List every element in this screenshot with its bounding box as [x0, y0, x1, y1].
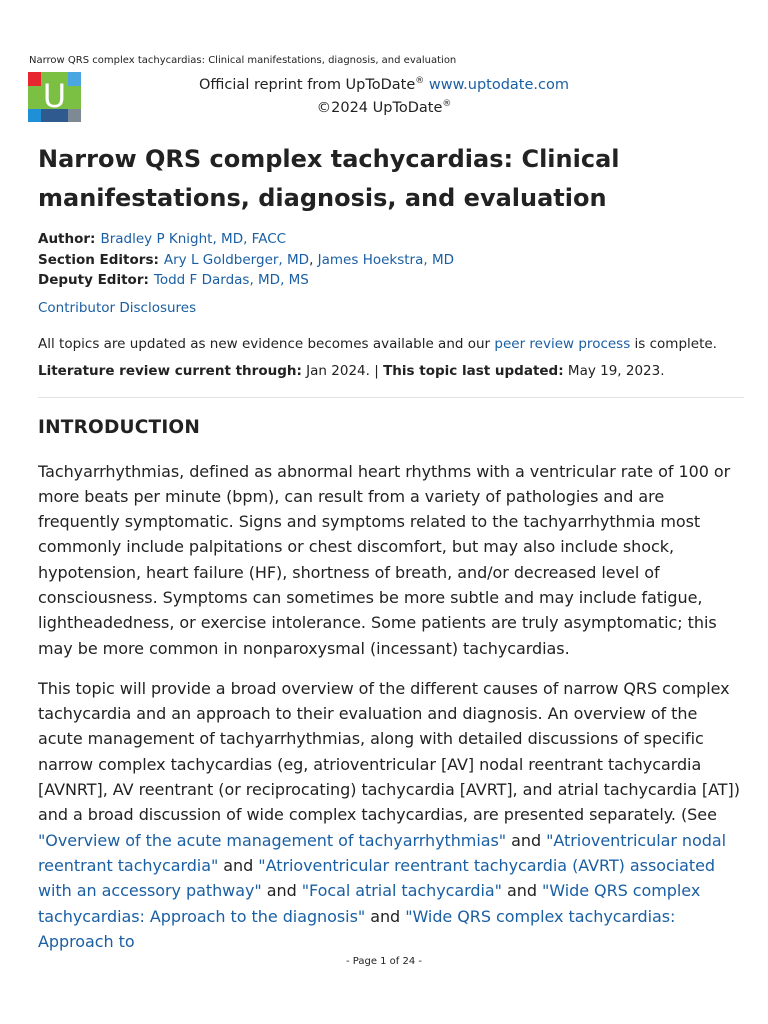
link-avnrt[interactable]: "Atrioventricular nodal reentrant tachycardia"	[38, 830, 727, 875]
reprint-notice	[0, 72, 768, 118]
section-editor-link-2[interactable]: James Hoekstra, MD	[317, 251, 455, 268]
and-text: and	[261, 881, 302, 901]
page-number: - Page 1 of 24 -	[345, 956, 423, 967]
and-text: and	[501, 881, 542, 901]
intro-paragraph-2	[38, 676, 744, 954]
and-text: and	[365, 906, 406, 926]
article-title: Narrow QRS complex tachycardias: Clinical manifestations, diagnosis, and evaluation	[38, 145, 620, 212]
deputy-editor-row	[38, 270, 744, 291]
and-text: and	[218, 855, 259, 875]
deputy-editor-label: Deputy Editor:	[38, 272, 149, 288]
link-overview-acute-management[interactable]: "Overview of the acute management of tachyarrhythmias"	[38, 830, 507, 850]
registered-mark: ®	[415, 76, 425, 86]
copyright-text: ©2024 UpToDate	[316, 99, 443, 116]
last-updated-value: May 19, 2023.	[563, 362, 665, 379]
author-link[interactable]: Bradley P Knight, MD, FACC	[100, 231, 287, 247]
introduction-heading: INTRODUCTION	[38, 416, 201, 438]
link-wide-qrs-approach[interactable]: "Wide QRS complex tachycardias: Approach to	[38, 906, 676, 951]
article-content	[38, 140, 744, 954]
logo-letter: U	[42, 77, 67, 115]
uptodate-link[interactable]: www.uptodate.com	[428, 76, 569, 93]
review-status	[38, 361, 744, 381]
and-text: and	[506, 830, 547, 850]
update-note-suffix: is complete.	[630, 335, 717, 352]
editor-separator: ,	[309, 251, 314, 268]
author-label: Author:	[38, 231, 96, 247]
update-note-prefix: All topics are updated as new evidence becomes available and our	[38, 335, 495, 352]
lit-review-value: Jan 2024. |	[301, 362, 384, 379]
update-note	[38, 334, 744, 354]
divider	[38, 397, 744, 398]
last-updated-label: This topic last updated:	[383, 362, 564, 379]
running-title: Narrow QRS complex tachycardias: Clinical manifestations, diagnosis, and evaluation	[29, 55, 457, 66]
link-focal-atrial-tachycardia[interactable]: "Focal atrial tachycardia"	[301, 881, 502, 901]
intro-paragraph-1: Tachyarrhythmias, defined as abnormal heart rhythms with a ventricular rate of 100 or more beats per minute (bpm), can result from a variety of pathologies and are frequently symptomatic. Signs and symptoms related to the tachyarrhythmia most commonly include palpitations or chest discomfort, but may also include shock, hypotension, heart failure (HF), shortness of breath, and/or decreased level of consciousness. Symptoms can sometimes be more subtle and may include fatigue, lightheadedness, or exercise intolerance. Some patients are truly asymptomatic; this may be more common in nonparoxysmal (incessant) tachycardias.	[38, 461, 731, 658]
section-editor-link-1[interactable]: Ary L Goldberger, MD	[163, 251, 310, 268]
lit-review-label: Literature review current through:	[38, 362, 302, 379]
link-avrt[interactable]: "Atrioventricular reentrant tachycardia (AVRT) associated with an accessory pathway"	[38, 855, 715, 901]
paragraph-2-text: This topic will provide a broad overview of the different causes of narrow QRS complex tachycardia and an approach to their evaluation and diagnosis. An overview of the acute management of tachyarrhythmias, along with detailed discussions of specific narrow complex tachycardias (eg, atrioventricular [AV] nodal reentrant tachycardia [AVNRT], AV reentrant (or reciprocating) tachycardia [AVRT], and atrial tachycardia [AT]) and a broad discussion of wide complex tachycardias, are presented separately. (See	[38, 678, 740, 825]
peer-review-link[interactable]: peer review process	[494, 335, 631, 352]
article-meta	[38, 229, 744, 291]
section-editors-label: Section Editors:	[38, 251, 159, 268]
deputy-editor-link[interactable]: Todd F Dardas, MD, MS	[153, 272, 309, 288]
copyright-registered-mark: ®	[442, 98, 452, 109]
reprint-prefix: Official reprint from UpToDate	[199, 76, 416, 93]
author-row	[38, 229, 744, 250]
section-editors-row	[38, 250, 744, 271]
contributor-disclosures-link[interactable]: Contributor Disclosures	[38, 299, 197, 316]
link-wide-qrs-diagnosis[interactable]: "Wide QRS complex tachycardias: Approach to the diagnosis"	[38, 881, 701, 926]
